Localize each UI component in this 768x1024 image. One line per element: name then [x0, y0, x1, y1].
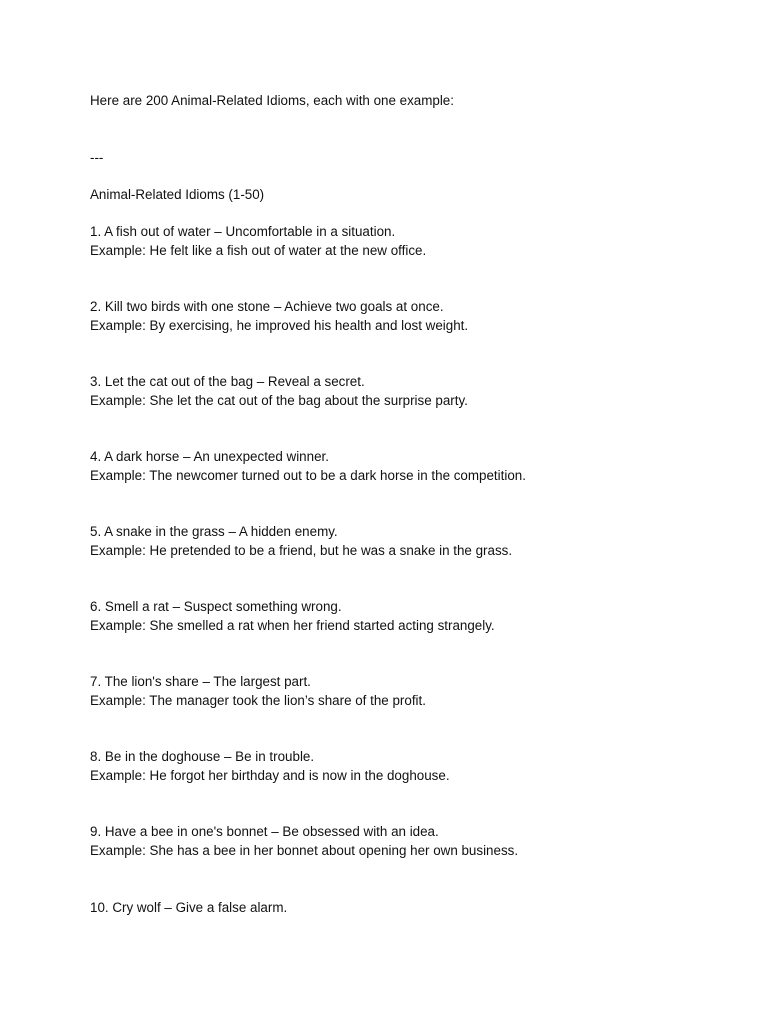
idiom-title: 2. Kill two birds with one stone – Achieve two goals at once. [90, 299, 444, 314]
idiom-title: 3. Let the cat out of the bag – Reveal a secret. [90, 374, 365, 389]
idiom-item [90, 747, 450, 785]
idiom-item [90, 898, 287, 917]
idiom-item [90, 447, 526, 485]
idiom-example: Example: He pretended to be a friend, but he was a snake in the grass. [90, 543, 513, 558]
idiom-example: Example: The newcomer turned out to be a dark horse in the competition. [90, 468, 526, 483]
idiom-item [90, 597, 495, 635]
idiom-title: 1. A fish out of water – Uncomfortable in a situation. [90, 224, 396, 239]
idiom-example: Example: She let the cat out of the bag about the surprise party. [90, 393, 468, 408]
idiom-item [90, 222, 426, 260]
idiom-item [90, 672, 426, 710]
idiom-title: 9. Have a bee in one's bonnet – Be obsessed with an idea. [90, 824, 439, 839]
idiom-example: Example: By exercising, he improved his health and lost weight. [90, 318, 469, 333]
intro-text: Here are 200 Animal-Related Idioms, each with one example: [90, 93, 454, 108]
idiom-item [90, 822, 518, 860]
idiom-title: 7. The lion's share – The largest part. [90, 674, 311, 689]
idiom-title: 5. A snake in the grass – A hidden enemy. [90, 524, 338, 539]
idiom-item [90, 372, 468, 410]
idiom-title: 4. A dark horse – An unexpected winner. [90, 449, 329, 464]
idiom-example: Example: The manager took the lion’s share of the profit. [90, 693, 426, 708]
idiom-example: Example: She has a bee in her bonnet about opening her own business. [90, 843, 519, 858]
idiom-example: Example: He felt like a fish out of water at the new office. [90, 243, 427, 258]
idiom-example: Example: She smelled a rat when her friend started acting strangely. [90, 618, 495, 633]
idiom-title: 8. Be in the doghouse – Be in trouble. [90, 749, 315, 764]
section-title: Animal-Related Idioms (1-50) [90, 187, 265, 202]
idiom-example: Example: He forgot her birthday and is now in the doghouse. [90, 768, 450, 783]
idiom-item [90, 297, 468, 335]
separator: --- [90, 150, 104, 165]
idiom-title: 6. Smell a rat – Suspect something wrong. [90, 599, 342, 614]
idiom-title: 10. Cry wolf – Give a false alarm. [90, 900, 288, 915]
idiom-item [90, 522, 512, 560]
